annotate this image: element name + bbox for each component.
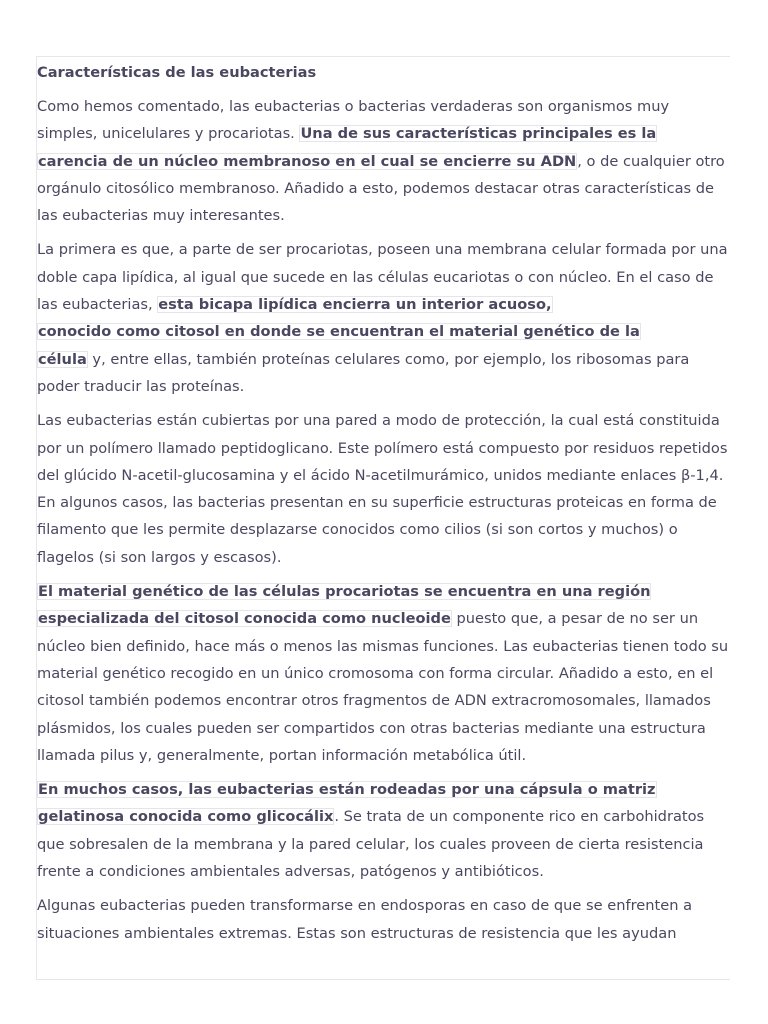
paragraph-4-highlight-2: especializada del citosol conocida como nucleoide [38, 610, 451, 628]
paragraph-2-highlight-1: esta bicapa lipídica encierra un interior acuoso, [158, 296, 552, 314]
paragraph-6: Algunas eubacterias pueden transformarse en endosporas en caso de que se enfrenten a situaciones ambientales extremas. Estas son estructuras de resistencia que les ayudan [37, 897, 693, 942]
paragraph-1 [37, 93, 730, 229]
paragraph-1-text-c: , o de cualquier otro orgánulo citosólico membranoso. Añadido a esto, podemos destacar otras características de las eubacterias muy interesantes. [37, 152, 725, 225]
paragraph-4-highlight-1: El material genético de las células procariotas se encuentra en una región [38, 583, 651, 601]
paragraph-2-text-a: La primera es que, a parte de ser procariotas, poseen una membrana celular formada por una doble capa lipídica, al igual que sucede en las células eucariotas o con núcleo. En el caso de las eubacterias, [37, 241, 728, 314]
paragraph-2-highlight-2: conocido como citosol en donde se encuentran el material genético de la [38, 323, 640, 341]
paragraph-4 [37, 578, 730, 769]
paragraph-3: Las eubacterias están cubiertas por una pared a modo de protección, la cual está constituida por un polímero llamado peptidoglicano. Este polímero está compuesto por residuos repetidos del glúcido N-acetil-glucosamina y el ácido N-acetilmurámico, unidos mediante enlaces β-1,4. En algunos casos, las bacterias presentan en su superficie estructuras proteicas en forma de filamento que les permite desplazarse conocidos como cilios (si son cortos y muchos) o flagelos (si son largos y escasos). [37, 412, 728, 566]
paragraph-2-text-c: y, entre ellas, también proteínas celulares como, por ejemplo, los ribosomas para poder traducir las proteínas. [37, 350, 690, 395]
paragraph-1-highlight-2: carencia de un núcleo membranoso en el cual se encierre su ADN [38, 152, 577, 170]
paragraph-2 [37, 236, 730, 400]
paragraph-2-highlight-3: célula [38, 350, 87, 368]
paragraph-5-highlight-2: gelatinosa conocida como glicocálix [38, 808, 334, 826]
paragraph-5 [37, 776, 730, 885]
paragraph-1-highlight-1: Una de sus características principales es la [300, 125, 657, 143]
paragraph-5-text-c: . Se trata de un componente rico en carbohidratos que sobresalen de la membrana y la pared celular, los cuales proveen de cierta resistencia frente a condiciones ambientales adversas, patógenos y antibióticos. [37, 808, 705, 881]
article-title: Características de las eubacterias [37, 64, 317, 81]
paragraph-1-text-a: Como hemos comentado, las eubacterias o bacterias verdaderas son organismos muy simples, unicelulares y procariotas. [37, 98, 670, 143]
paragraph-5-highlight-1: En muchos casos, las eubacterias están rodeadas por una cápsula o matriz [38, 781, 656, 799]
paragraph-4-text-c: puesto que, a pesar de no ser un núcleo bien definido, hace más o menos las mismas funciones. Las eubacterias tienen todo su material genético recogido en un único cromosoma con forma circular. Añadido a esto, en el citosol también podemos encontrar otros fragmentos de ADN extracromosomales, llamados plásmidos, los cuales pueden ser compartidos con otras bacterias mediante una estructura llamada pilus y, generalmente, portan información metabólica útil. [37, 610, 729, 764]
article-content [36, 56, 730, 980]
